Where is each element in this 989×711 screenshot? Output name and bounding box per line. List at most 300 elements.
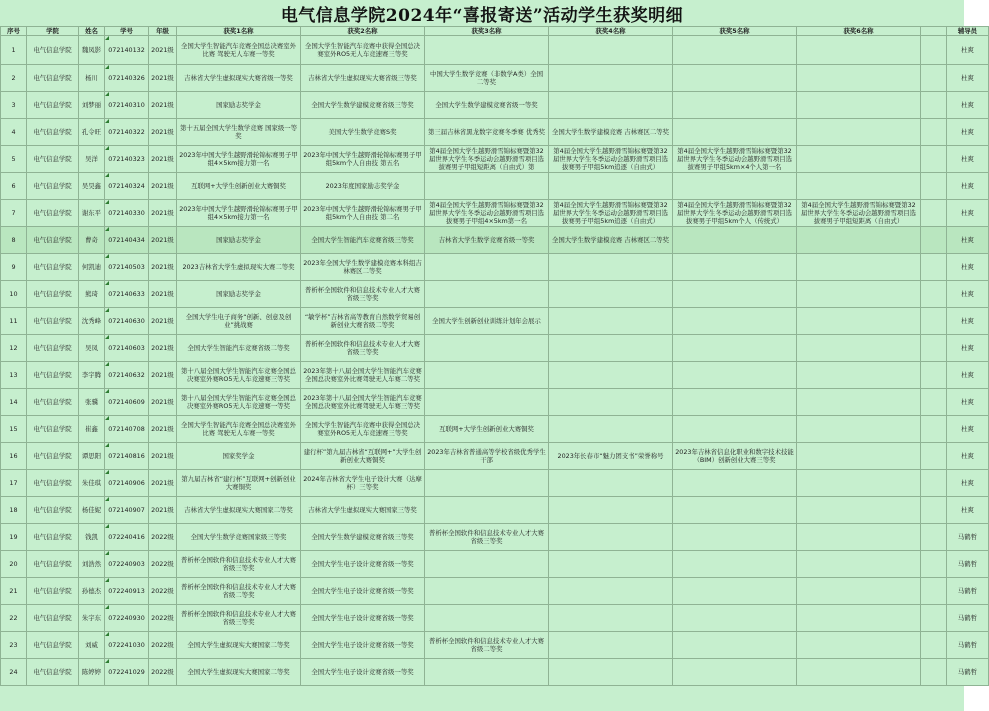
table-cell[interactable] — [673, 470, 797, 497]
table-cell[interactable]: 杜爽 — [947, 254, 989, 281]
table-cell[interactable] — [549, 335, 673, 362]
table-cell[interactable]: 第十八届全国大学生智能汽车竞赛全国总决赛室外赛RO5无人车竞速赛一等奖 — [177, 389, 301, 416]
table-cell[interactable]: 中国大学生数学竞赛（非数学A类）全国二等奖 — [425, 65, 549, 92]
table-cell[interactable]: 沈秀峰 — [79, 308, 105, 335]
table-cell[interactable] — [425, 659, 549, 686]
table-cell[interactable]: 电气信息学院 — [27, 632, 79, 659]
table-cell[interactable] — [673, 173, 797, 200]
table-cell[interactable] — [673, 416, 797, 443]
table-cell[interactable]: 马鹤哲 — [947, 659, 989, 686]
table-cell[interactable] — [425, 470, 549, 497]
table-cell[interactable] — [921, 443, 947, 470]
table-cell[interactable]: 马鹤哲 — [947, 605, 989, 632]
table-cell[interactable] — [549, 389, 673, 416]
table-cell[interactable] — [549, 632, 673, 659]
table-cell[interactable] — [425, 497, 549, 524]
table-cell[interactable] — [797, 65, 921, 92]
table-cell[interactable]: 2021级 — [149, 65, 177, 92]
table-cell[interactable] — [797, 281, 921, 308]
table-cell[interactable]: 2021级 — [149, 92, 177, 119]
table-cell[interactable]: 全国大学生智能汽车竞赛全国总决赛室外比赛 驾驶无人车赛一等奖 — [177, 416, 301, 443]
table-cell[interactable]: 2021级 — [149, 119, 177, 146]
table-cell[interactable] — [549, 524, 673, 551]
table-cell[interactable] — [797, 524, 921, 551]
table-cell[interactable]: 马鹤哲 — [947, 551, 989, 578]
table-cell[interactable]: 2022级 — [149, 605, 177, 632]
table-cell[interactable]: 电气信息学院 — [27, 146, 79, 173]
table-cell[interactable]: 全国大学生数学建模竞赛 吉林赛区二等奖 — [549, 227, 673, 254]
column-header-6[interactable]: 获奖2名称 — [301, 27, 425, 36]
table-cell[interactable]: 吉林省大学生数学竞赛省级一等奖 — [425, 227, 549, 254]
table-cell[interactable]: 9 — [1, 254, 27, 281]
table-cell[interactable] — [425, 36, 549, 65]
table-cell[interactable]: 杜爽 — [947, 470, 989, 497]
table-cell[interactable]: 1 — [1, 36, 27, 65]
table-cell[interactable]: 钱凯 — [79, 524, 105, 551]
table-cell[interactable] — [549, 36, 673, 65]
table-cell[interactable] — [549, 416, 673, 443]
table-cell[interactable] — [673, 497, 797, 524]
table-cell[interactable]: 吉林省大学生虚拟现实大赛省级三等奖 — [301, 65, 425, 92]
table-cell[interactable] — [797, 578, 921, 605]
table-cell[interactable] — [921, 470, 947, 497]
table-cell[interactable]: 072240903 — [105, 551, 149, 578]
table-cell[interactable]: 2024年吉林省大学生电子设计大赛（达摩杯）三等奖 — [301, 470, 425, 497]
table-cell[interactable]: 072241029 — [105, 659, 149, 686]
table-cell[interactable]: 14 — [1, 389, 27, 416]
table-cell[interactable] — [797, 632, 921, 659]
table-cell[interactable]: 2022级 — [149, 578, 177, 605]
column-header-4[interactable]: 年级 — [149, 27, 177, 36]
table-cell[interactable] — [797, 308, 921, 335]
column-header-3[interactable]: 学号 — [105, 27, 149, 36]
table-cell[interactable] — [673, 578, 797, 605]
table-cell[interactable]: 19 — [1, 524, 27, 551]
table-cell[interactable]: 全国大学生创新创业训练计划年会展示 — [425, 308, 549, 335]
table-cell[interactable] — [425, 551, 549, 578]
table-cell[interactable]: 2021级 — [149, 335, 177, 362]
table-cell[interactable]: 072241030 — [105, 632, 149, 659]
table-cell[interactable]: 2 — [1, 65, 27, 92]
table-cell[interactable]: 国家奖学金 — [177, 443, 301, 470]
table-cell[interactable]: 全国大学生数学建模竞赛省级三等奖 — [301, 92, 425, 119]
table-cell[interactable]: 第4届全国大学生越野滑雪锦标赛暨第32届世界大学生冬季运动会越野滑雪项目选拔赛男子甲组5km追逐（自由式） — [549, 146, 673, 173]
table-cell[interactable]: 电气信息学院 — [27, 36, 79, 65]
table-cell[interactable]: 2023年中国大学生越野滑轮锦标赛男子甲组4×5km接力第一名 — [177, 200, 301, 227]
table-cell[interactable]: 全国大学生电子设计竞赛省级一等奖 — [301, 551, 425, 578]
table-cell[interactable]: 刘梦丽 — [79, 92, 105, 119]
table-cell[interactable]: 电气信息学院 — [27, 227, 79, 254]
table-cell[interactable]: 电气信息学院 — [27, 497, 79, 524]
table-cell[interactable] — [549, 470, 673, 497]
table-cell[interactable]: 2022级 — [149, 632, 177, 659]
table-cell[interactable] — [921, 92, 947, 119]
table-cell[interactable]: 国家励志奖学金 — [177, 92, 301, 119]
column-header-8[interactable]: 获奖4名称 — [549, 27, 673, 36]
table-cell[interactable]: 杜爽 — [947, 416, 989, 443]
table-cell[interactable]: 普析杯全国软件和信息技术专业人才大赛省级三等奖 — [301, 335, 425, 362]
table-cell[interactable] — [921, 146, 947, 173]
table-cell[interactable]: 刘浩然 — [79, 551, 105, 578]
table-cell[interactable]: 072140434 — [105, 227, 149, 254]
table-cell[interactable]: 国家励志奖学金 — [177, 281, 301, 308]
table-cell[interactable]: 电气信息学院 — [27, 551, 79, 578]
table-cell[interactable]: 普析杯全国软件和信息技术专业人才大赛省级三等奖 — [177, 551, 301, 578]
table-cell[interactable]: 杜爽 — [947, 119, 989, 146]
table-cell[interactable]: 电气信息学院 — [27, 578, 79, 605]
table-cell[interactable]: 杜爽 — [947, 173, 989, 200]
table-cell[interactable]: 11 — [1, 308, 27, 335]
table-cell[interactable] — [549, 551, 673, 578]
table-cell[interactable] — [921, 308, 947, 335]
table-cell[interactable]: 24 — [1, 659, 27, 686]
column-header-9[interactable]: 获奖5名称 — [673, 27, 797, 36]
table-cell[interactable]: 第4届全国大学生越野滑雪锦标赛暨第32届世界大学生冬季运动会越野滑雪项目选拔赛男子甲组5km追逐（自由式） — [549, 200, 673, 227]
table-cell[interactable]: 电气信息学院 — [27, 362, 79, 389]
table-cell[interactable]: 2022级 — [149, 524, 177, 551]
table-cell[interactable] — [797, 36, 921, 65]
table-cell[interactable]: 3 — [1, 92, 27, 119]
table-cell[interactable]: 2023年长春市“魅力团支书”荣誉称号 — [549, 443, 673, 470]
table-cell[interactable]: 6 — [1, 173, 27, 200]
table-cell[interactable]: 全国大学生电子设计竞赛省级一等奖 — [301, 659, 425, 686]
table-cell[interactable] — [797, 416, 921, 443]
table-cell[interactable]: 杜爽 — [947, 497, 989, 524]
table-cell[interactable] — [549, 497, 673, 524]
table-cell[interactable]: 电气信息学院 — [27, 389, 79, 416]
table-cell[interactable]: 杜爽 — [947, 227, 989, 254]
table-cell[interactable]: 072140907 — [105, 497, 149, 524]
table-cell[interactable]: 杜爽 — [947, 36, 989, 65]
table-cell[interactable] — [797, 605, 921, 632]
table-cell[interactable] — [673, 335, 797, 362]
table-cell[interactable] — [549, 362, 673, 389]
table-cell[interactable]: 2021级 — [149, 173, 177, 200]
table-cell[interactable] — [673, 227, 797, 254]
table-cell[interactable]: 全国大学生虚拟现实大赛国家二等奖 — [177, 632, 301, 659]
table-cell[interactable]: 电气信息学院 — [27, 254, 79, 281]
table-cell[interactable] — [673, 632, 797, 659]
table-cell[interactable]: 第九届吉林省“建行杯”互联网+创新创业大赛铜奖 — [177, 470, 301, 497]
table-cell[interactable] — [673, 524, 797, 551]
table-cell[interactable]: 072140310 — [105, 92, 149, 119]
table-cell[interactable]: 072140630 — [105, 308, 149, 335]
table-cell[interactable]: 第十八届全国大学生智能汽车竞赛全国总决赛室外赛RO5无人车竞速赛三等奖 — [177, 362, 301, 389]
table-cell[interactable]: 吉林省大学生虚拟现实大赛省级一等奖 — [177, 65, 301, 92]
table-cell[interactable]: 072140816 — [105, 443, 149, 470]
table-cell[interactable]: 全国大学生智能汽车竞赛中获得全国总决赛室外RO5无人车竞速赛三等奖 — [301, 416, 425, 443]
sheet-title-row[interactable] — [0, 0, 964, 27]
table-cell[interactable]: 2021级 — [149, 470, 177, 497]
table-cell[interactable]: 12 — [1, 335, 27, 362]
table-cell[interactable]: 电气信息学院 — [27, 173, 79, 200]
table-cell[interactable] — [425, 281, 549, 308]
table-cell[interactable]: 杜爽 — [947, 146, 989, 173]
table-cell[interactable]: 第十五届全国大学生数学竞赛 国家级一等奖 — [177, 119, 301, 146]
table-cell[interactable]: 072140503 — [105, 254, 149, 281]
table-cell[interactable]: 朱宇东 — [79, 605, 105, 632]
table-cell[interactable]: 杜爽 — [947, 443, 989, 470]
table-cell[interactable]: 孙德杰 — [79, 578, 105, 605]
table-cell[interactable]: 2022级 — [149, 659, 177, 686]
table-cell[interactable]: 第4届全国大学生越野滑雪锦标赛暨第32届世界大学生冬季运动会越野滑雪项目选拔赛男子甲组短距离（自由式） — [797, 200, 921, 227]
table-cell[interactable]: 全国大学生虚拟现实大赛国家二等奖 — [177, 659, 301, 686]
table-cell[interactable]: 张骥 — [79, 389, 105, 416]
table-cell[interactable]: 2021级 — [149, 308, 177, 335]
table-cell[interactable]: 谢东平 — [79, 200, 105, 227]
table-cell[interactable] — [425, 605, 549, 632]
table-cell[interactable]: 2023年吉林省普通高等学校省级优秀学生干部 — [425, 443, 549, 470]
table-cell[interactable]: 4 — [1, 119, 27, 146]
table-cell[interactable] — [921, 605, 947, 632]
table-cell[interactable]: 刘威 — [79, 632, 105, 659]
table-cell[interactable]: 072140322 — [105, 119, 149, 146]
table-cell[interactable]: 杜爽 — [947, 362, 989, 389]
table-cell[interactable] — [425, 254, 549, 281]
column-header-2[interactable]: 姓名 — [79, 27, 105, 36]
table-cell[interactable] — [921, 200, 947, 227]
table-cell[interactable]: 电气信息学院 — [27, 65, 79, 92]
table-cell[interactable] — [549, 254, 673, 281]
table-cell[interactable] — [673, 281, 797, 308]
table-cell[interactable]: 崔鑫 — [79, 416, 105, 443]
table-cell[interactable]: 孔令旺 — [79, 119, 105, 146]
table-cell[interactable]: 072140132 — [105, 36, 149, 65]
table-cell[interactable]: 2021级 — [149, 200, 177, 227]
table-cell[interactable]: 072140330 — [105, 200, 149, 227]
table-cell[interactable]: 23 — [1, 632, 27, 659]
table-cell[interactable] — [797, 254, 921, 281]
table-cell[interactable]: 杨川 — [79, 65, 105, 92]
table-cell[interactable]: 魏凤影 — [79, 36, 105, 65]
table-cell[interactable] — [797, 119, 921, 146]
table-cell[interactable]: 10 — [1, 281, 27, 308]
table-cell[interactable] — [673, 605, 797, 632]
table-cell[interactable]: 电气信息学院 — [27, 470, 79, 497]
table-cell[interactable] — [921, 362, 947, 389]
table-cell[interactable]: 吉林省大学生虚拟现实大赛国家二等奖 — [177, 497, 301, 524]
table-cell[interactable]: 2021级 — [149, 281, 177, 308]
table-cell[interactable]: 杨佳妮 — [79, 497, 105, 524]
table-cell[interactable]: 072140708 — [105, 416, 149, 443]
table-cell[interactable]: 吴昊鑫 — [79, 173, 105, 200]
table-cell[interactable]: 2021级 — [149, 497, 177, 524]
table-cell[interactable]: 2021级 — [149, 146, 177, 173]
table-cell[interactable]: 全国大学生智能汽车竞赛省级二等奖 — [177, 335, 301, 362]
table-cell[interactable]: 2023年中国大学生越野滑轮锦标赛男子甲组5km个人自由技 第五名 — [301, 146, 425, 173]
table-cell[interactable]: 072140632 — [105, 362, 149, 389]
table-cell[interactable]: 2021级 — [149, 416, 177, 443]
table-cell[interactable]: 全国大学生电子设计竞赛省级一等奖 — [301, 605, 425, 632]
table-cell[interactable] — [673, 389, 797, 416]
table-cell[interactable]: 第4届全国大学生越野滑雪锦标赛暨第32届世界大学生冬季运动会越野滑雪项目选拔赛男子甲组4×5km第一名 — [425, 200, 549, 227]
table-cell[interactable]: 17 — [1, 470, 27, 497]
table-cell[interactable]: 072140603 — [105, 335, 149, 362]
table-cell[interactable]: 电气信息学院 — [27, 443, 79, 470]
table-cell[interactable]: 2023年全国大学生数学建模竞赛本科组吉林赛区二等奖 — [301, 254, 425, 281]
table-cell[interactable]: 普析杯全国软件和信息技术专业人才大赛省级二等奖 — [177, 578, 301, 605]
table-cell[interactable]: 电气信息学院 — [27, 308, 79, 335]
table-cell[interactable] — [797, 497, 921, 524]
table-cell[interactable]: 全国大学生数学建模竞赛 吉林赛区二等奖 — [549, 119, 673, 146]
table-cell[interactable]: 杜爽 — [947, 389, 989, 416]
table-cell[interactable]: 第4届全国大学生越野滑雪锦标赛暨第32届世界大学生冬季运动会越野滑雪项目选拔赛男子甲组5km个人（传统式） — [673, 200, 797, 227]
table-cell[interactable] — [425, 389, 549, 416]
table-cell[interactable] — [797, 551, 921, 578]
table-cell[interactable] — [673, 362, 797, 389]
table-cell[interactable]: 电气信息学院 — [27, 605, 79, 632]
table-cell[interactable]: 熊琦 — [79, 281, 105, 308]
table-cell[interactable]: 电气信息学院 — [27, 335, 79, 362]
table-cell[interactable] — [797, 389, 921, 416]
table-cell[interactable]: 072240913 — [105, 578, 149, 605]
table-cell[interactable]: 电气信息学院 — [27, 416, 79, 443]
table-cell[interactable] — [797, 335, 921, 362]
table-cell[interactable]: 杜爽 — [947, 308, 989, 335]
table-cell[interactable]: 2021级 — [149, 227, 177, 254]
table-cell[interactable]: 2023年第十八届全国大学生智能汽车竞赛全国总决赛室外比赛驾驶无人车赛二等奖 — [301, 362, 425, 389]
table-cell[interactable] — [921, 551, 947, 578]
table-cell[interactable]: 建行杯”第九届吉林省“互联网+”大学生创新创业大赛铜奖 — [301, 443, 425, 470]
table-cell[interactable]: 22 — [1, 605, 27, 632]
table-cell[interactable] — [549, 65, 673, 92]
table-cell[interactable] — [797, 146, 921, 173]
table-cell[interactable]: 朱佳琪 — [79, 470, 105, 497]
table-cell[interactable] — [549, 173, 673, 200]
column-header-7[interactable]: 获奖3名称 — [425, 27, 549, 36]
table-cell[interactable]: 马鹤哲 — [947, 632, 989, 659]
table-cell[interactable] — [673, 36, 797, 65]
table-cell[interactable] — [549, 605, 673, 632]
table-cell[interactable]: 072140633 — [105, 281, 149, 308]
table-cell[interactable] — [425, 578, 549, 605]
table-cell[interactable]: 20 — [1, 551, 27, 578]
table-cell[interactable]: 21 — [1, 578, 27, 605]
table-cell[interactable]: 2023吉林省大学生虚拟现实大赛二等奖 — [177, 254, 301, 281]
table-cell[interactable]: 8 — [1, 227, 27, 254]
table-cell[interactable]: 072140323 — [105, 146, 149, 173]
table-cell[interactable] — [549, 92, 673, 119]
table-cell[interactable]: 第4届全国大学生越野滑雪锦标赛暨第32届世界大学生冬季运动会越野滑雪项目选拔赛男子甲组短距离（自由式）第 — [425, 146, 549, 173]
table-cell[interactable] — [673, 119, 797, 146]
table-cell[interactable]: 普析杯全国软件和信息技术专业人才大赛省级二等奖 — [425, 632, 549, 659]
table-cell[interactable]: 何凯迪 — [79, 254, 105, 281]
table-cell[interactable]: 2021级 — [149, 36, 177, 65]
table-cell[interactable] — [921, 632, 947, 659]
table-cell[interactable]: 2021级 — [149, 362, 177, 389]
table-cell[interactable] — [549, 659, 673, 686]
table-cell[interactable]: 7 — [1, 200, 27, 227]
table-cell[interactable] — [425, 173, 549, 200]
table-cell[interactable]: 电气信息学院 — [27, 281, 79, 308]
table-cell[interactable] — [425, 362, 549, 389]
column-header-5[interactable]: 获奖1名称 — [177, 27, 301, 36]
table-cell[interactable]: 2023年吉林省信息化职业和数字技术技能（BIM）创新创业大赛三等奖 — [673, 443, 797, 470]
table-cell[interactable]: 第4届全国大学生越野滑雪锦标赛暨第32届世界大学生冬季运动会越野滑雪项目选拔赛男子甲组5km×4个人第一名 — [673, 146, 797, 173]
table-cell[interactable]: 全国大学生智能汽车竞赛全国总决赛室外比赛 驾驶无人车赛一等奖 — [177, 36, 301, 65]
table-cell[interactable]: 072140324 — [105, 173, 149, 200]
table-cell[interactable]: 072240416 — [105, 524, 149, 551]
table-cell[interactable]: 国家励志奖学金 — [177, 227, 301, 254]
table-cell[interactable] — [921, 254, 947, 281]
table-cell[interactable] — [921, 524, 947, 551]
column-header-12[interactable]: 辅导员 — [947, 27, 989, 36]
column-header-1[interactable]: 学院 — [27, 27, 79, 36]
table-cell[interactable]: 普析杯全国软件和信息技术专业人才大赛省级三等奖 — [177, 605, 301, 632]
table-cell[interactable] — [549, 308, 673, 335]
table-cell[interactable]: 072140609 — [105, 389, 149, 416]
table-cell[interactable]: 马鹤哲 — [947, 524, 989, 551]
table-cell[interactable] — [673, 551, 797, 578]
table-cell[interactable]: 电气信息学院 — [27, 200, 79, 227]
table-cell[interactable]: 电气信息学院 — [27, 524, 79, 551]
table-cell[interactable]: 吉林省大学生虚拟现实大赛国家三等奖 — [301, 497, 425, 524]
column-header-11[interactable] — [921, 27, 947, 36]
table-cell[interactable]: 2023年中国大学生越野滑轮锦标赛男子甲组4×5km接力第一名 — [177, 146, 301, 173]
table-cell[interactable] — [921, 281, 947, 308]
table-cell[interactable]: 2021级 — [149, 254, 177, 281]
table-cell[interactable] — [921, 497, 947, 524]
table-cell[interactable] — [673, 308, 797, 335]
table-cell[interactable]: 马鹤哲 — [947, 578, 989, 605]
table-cell[interactable]: 互联网+大学生创新创业大赛铜奖 — [177, 173, 301, 200]
table-cell[interactable]: 吴凤 — [79, 335, 105, 362]
column-header-10[interactable]: 获奖6名称 — [797, 27, 921, 36]
table-cell[interactable] — [921, 119, 947, 146]
table-cell[interactable] — [797, 173, 921, 200]
table-cell[interactable]: 全国大学生电子设计竞赛省级一等奖 — [301, 578, 425, 605]
table-cell[interactable]: 13 — [1, 362, 27, 389]
table-cell[interactable]: 互联网+大学生创新创业大赛铜奖 — [425, 416, 549, 443]
table-cell[interactable]: 全国大学生电子设计竞赛省级一等奖 — [301, 632, 425, 659]
table-cell[interactable] — [673, 659, 797, 686]
table-cell[interactable]: 2021级 — [149, 443, 177, 470]
table-cell[interactable]: 陈婷婷 — [79, 659, 105, 686]
table-cell[interactable]: 18 — [1, 497, 27, 524]
table-cell[interactable]: 普析杯全国软件和信息技术专业人才大赛省级三等奖 — [301, 281, 425, 308]
table-cell[interactable]: 电气信息学院 — [27, 92, 79, 119]
table-cell[interactable] — [673, 254, 797, 281]
table-cell[interactable]: 全国大学生智能汽车竞赛中获得全国总决赛室外RO5无人车竞速赛三等奖 — [301, 36, 425, 65]
table-cell[interactable] — [921, 227, 947, 254]
table-cell[interactable]: 第三届吉林省黑龙数字竞赛冬季赛 优秀奖 — [425, 119, 549, 146]
table-cell[interactable]: 电气信息学院 — [27, 659, 79, 686]
table-cell[interactable]: 5 — [1, 146, 27, 173]
table-cell[interactable]: 072140326 — [105, 65, 149, 92]
table-cell[interactable]: 全国大学生电子商务“创新、创意及创业”挑战赛 — [177, 308, 301, 335]
table-cell[interactable]: 全国大学生数学建模竞赛省级三等奖 — [301, 524, 425, 551]
table-cell[interactable]: 电气信息学院 — [27, 119, 79, 146]
table-cell[interactable] — [797, 362, 921, 389]
column-header-0[interactable]: 序号 — [1, 27, 27, 36]
table-cell[interactable] — [921, 659, 947, 686]
table-cell[interactable]: 杜爽 — [947, 200, 989, 227]
table-cell[interactable] — [797, 659, 921, 686]
table-cell[interactable]: 2023年度国家励志奖学金 — [301, 173, 425, 200]
table-cell[interactable]: 吴洋 — [79, 146, 105, 173]
table-cell[interactable] — [921, 416, 947, 443]
table-cell[interactable] — [921, 578, 947, 605]
table-cell[interactable]: 全国大学生智能汽车竞赛省级三等奖 — [301, 227, 425, 254]
table-cell[interactable] — [921, 389, 947, 416]
table-cell[interactable]: 2021级 — [149, 389, 177, 416]
table-cell[interactable]: 2022级 — [149, 551, 177, 578]
table-cell[interactable]: 杜爽 — [947, 65, 989, 92]
table-cell[interactable]: 杜爽 — [947, 92, 989, 119]
table-cell[interactable]: 072240930 — [105, 605, 149, 632]
table-cell[interactable] — [549, 281, 673, 308]
table-cell[interactable]: 普析杯全国软件和信息技术专业人才大赛省级三等奖 — [425, 524, 549, 551]
